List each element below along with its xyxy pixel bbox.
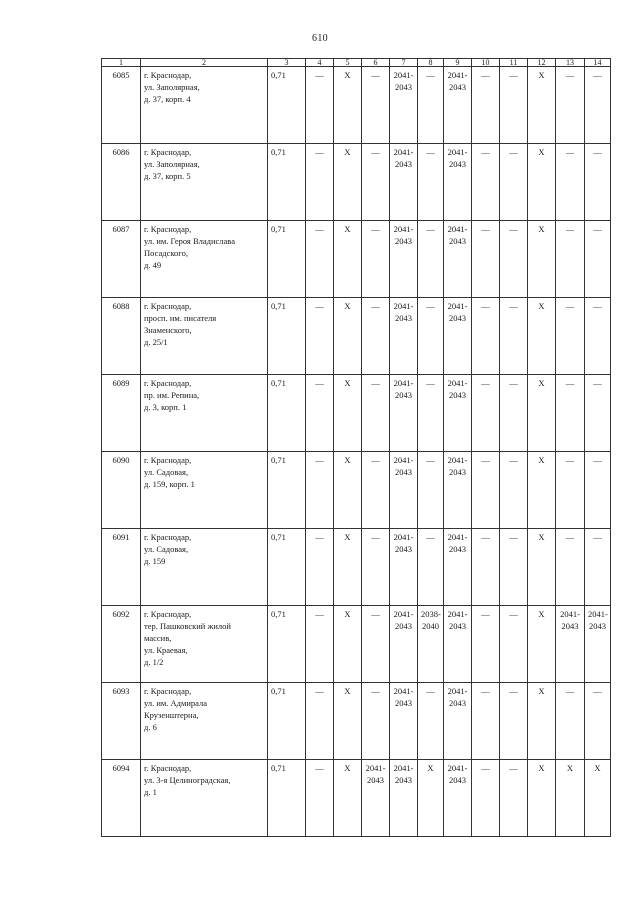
column-header-4: 4 xyxy=(306,59,334,67)
table-row xyxy=(102,760,611,837)
address-line: ул. Заполярная, xyxy=(144,159,200,169)
period-cell-c9 xyxy=(444,683,472,760)
period-line: 2043 xyxy=(395,775,412,785)
column-header-11: 11 xyxy=(500,59,528,67)
mark-cell-c11: — xyxy=(500,375,528,452)
period-line: 2041- xyxy=(365,763,386,773)
mark-cell-c4: — xyxy=(306,221,334,298)
value-cell: 0,71 xyxy=(268,67,306,144)
mark-cell-c8 xyxy=(418,606,444,683)
period-line: 2041- xyxy=(393,609,414,619)
mark-cell-c14 xyxy=(585,67,611,144)
address-cell xyxy=(141,67,268,144)
mark-cell-c4: — xyxy=(306,144,334,221)
mark-cell-c13 xyxy=(556,452,585,529)
c14-line: — xyxy=(593,686,602,696)
mark-cell-c5: Х xyxy=(334,67,362,144)
c13-line: — xyxy=(565,378,575,388)
mark-cell-c10: — xyxy=(472,760,500,837)
mark-cell-c4: — xyxy=(306,760,334,837)
period-cell-c7 xyxy=(390,683,418,760)
address-line: г. Краснодар, xyxy=(144,301,192,311)
c14-line: 2041- xyxy=(588,609,608,619)
period-line: 2043 xyxy=(449,544,466,554)
period-line: 2043 xyxy=(449,313,466,323)
period-line: 2041- xyxy=(393,224,414,234)
address-line: ул. им. Адмирала xyxy=(144,698,208,708)
address-line: д. 6 xyxy=(144,722,157,732)
address-line: д. 3, корп. 1 xyxy=(144,402,187,412)
address-cell xyxy=(141,144,268,221)
period-line: 2043 xyxy=(449,236,466,246)
address-line: г. Краснодар, xyxy=(144,378,192,388)
period-line: 2043 xyxy=(395,390,412,400)
row-number: 6088 xyxy=(102,298,141,375)
c13-line: — xyxy=(565,224,575,234)
address-cell xyxy=(141,221,268,298)
table-row xyxy=(102,67,611,144)
period-cell-c9 xyxy=(444,760,472,837)
period-cell-c9 xyxy=(444,606,472,683)
value-cell: 0,71 xyxy=(268,221,306,298)
mark-cell-c12: Х xyxy=(528,67,556,144)
value-cell: 0,71 xyxy=(268,683,306,760)
period-line: 2041- xyxy=(447,686,468,696)
mark-cell-c5: Х xyxy=(334,606,362,683)
row-number: 6089 xyxy=(102,375,141,452)
value-cell: 0,71 xyxy=(268,298,306,375)
mark-cell-c13 xyxy=(556,606,585,683)
mark-cell-c14 xyxy=(585,221,611,298)
row-number: 6094 xyxy=(102,760,141,837)
page-number: 610 xyxy=(312,33,328,44)
mark-cell-c13 xyxy=(556,298,585,375)
mark-cell-c4: — xyxy=(306,683,334,760)
column-header-1: 1 xyxy=(102,59,141,67)
row-number: 6093 xyxy=(102,683,141,760)
column-header-2: 2 xyxy=(141,59,268,67)
address-line: массив, xyxy=(144,633,172,643)
mark-cell-c13 xyxy=(556,144,585,221)
address-line: ул. Садовая, xyxy=(144,467,189,477)
value-cell: 0,71 xyxy=(268,529,306,606)
period-line: 2043 xyxy=(395,698,412,708)
period-line: 2038- xyxy=(421,609,441,619)
period-line: 2041- xyxy=(393,378,414,388)
period-cell-c9 xyxy=(444,221,472,298)
address-line: тер. Пашковский жилой xyxy=(144,621,231,631)
table-row xyxy=(102,144,611,221)
period-line: 2041- xyxy=(447,532,468,542)
column-header-14: 14 xyxy=(585,59,611,67)
period-line: 2041- xyxy=(447,301,468,311)
row-number: 6085 xyxy=(102,67,141,144)
c14-line: — xyxy=(593,532,602,542)
mark-cell-c11: — xyxy=(500,760,528,837)
period-line: 2041- xyxy=(393,763,414,773)
mark-cell-c5: Х xyxy=(334,298,362,375)
mark-cell-c11: — xyxy=(500,683,528,760)
mark-cell-c6: — xyxy=(362,606,390,683)
value-cell: 0,71 xyxy=(268,760,306,837)
period-line: 2043 xyxy=(449,159,466,169)
period-line: 2043 xyxy=(395,236,412,246)
column-header-9: 9 xyxy=(444,59,472,67)
c14-line: — xyxy=(593,455,602,465)
mark-cell-c4: — xyxy=(306,298,334,375)
address-line: д. 37, корп. 4 xyxy=(144,94,191,104)
period-line: 2041- xyxy=(447,147,468,157)
mark-cell-c5: Х xyxy=(334,760,362,837)
mark-cell-c14 xyxy=(585,606,611,683)
mark-cell-c12: Х xyxy=(528,221,556,298)
row-number: 6092 xyxy=(102,606,141,683)
mark-cell-c8: — xyxy=(418,529,444,606)
table-row xyxy=(102,606,611,683)
period-cell-c7 xyxy=(390,606,418,683)
period-line: 2043 xyxy=(449,621,466,631)
period-line: 2043 xyxy=(367,775,384,785)
header-row xyxy=(102,59,611,67)
mark-cell-c6: — xyxy=(362,221,390,298)
address-line: г. Краснодар, xyxy=(144,224,192,234)
address-line: Знаменского, xyxy=(144,325,192,335)
register-table xyxy=(101,58,611,837)
value-cell: 0,71 xyxy=(268,606,306,683)
address-line: д. 159, корп. 1 xyxy=(144,479,195,489)
mark-cell-c10: — xyxy=(472,298,500,375)
column-header-6: 6 xyxy=(362,59,390,67)
address-line: ул. Садовая, xyxy=(144,544,189,554)
c13-line: — xyxy=(565,686,575,696)
period-line: 2043 xyxy=(395,159,412,169)
row-number: 6087 xyxy=(102,221,141,298)
c13-line: — xyxy=(565,70,575,80)
period-line: 2041- xyxy=(393,686,414,696)
address-line: д. 49 xyxy=(144,260,162,270)
mark-cell-c11: — xyxy=(500,298,528,375)
period-cell-c7 xyxy=(390,144,418,221)
period-line: 2043 xyxy=(395,467,412,477)
period-line: 2041- xyxy=(447,224,468,234)
address-line: д. 1/2 xyxy=(144,657,164,667)
mark-cell-c13 xyxy=(556,67,585,144)
c14-line: — xyxy=(593,301,602,311)
mark-cell-c4: — xyxy=(306,452,334,529)
mark-cell-c12: Х xyxy=(528,298,556,375)
address-cell xyxy=(141,683,268,760)
c13-line: — xyxy=(565,455,575,465)
mark-cell-c5: Х xyxy=(334,221,362,298)
mark-cell-c10: — xyxy=(472,375,500,452)
period-cell-c7 xyxy=(390,221,418,298)
mark-cell-c8: — xyxy=(418,683,444,760)
period-line: 2041- xyxy=(393,532,414,542)
mark-cell-c13 xyxy=(556,221,585,298)
table-row xyxy=(102,683,611,760)
mark-cell-c14 xyxy=(585,144,611,221)
period-line: 2043 xyxy=(449,698,466,708)
mark-cell-c14 xyxy=(585,529,611,606)
address-line: ул. им. Героя Владислава xyxy=(144,236,235,246)
period-line: 2043 xyxy=(395,621,412,631)
mark-cell-c5: Х xyxy=(334,529,362,606)
period-line: 2041- xyxy=(393,147,414,157)
mark-cell-c13 xyxy=(556,683,585,760)
address-line: д. 1 xyxy=(144,787,157,797)
mark-cell-c6: — xyxy=(362,683,390,760)
column-header-8: 8 xyxy=(418,59,444,67)
mark-cell-c14 xyxy=(585,760,611,837)
address-line: ул. Заполярная, xyxy=(144,82,200,92)
c13-line: 2041- xyxy=(560,609,580,619)
mark-cell-c10: — xyxy=(472,606,500,683)
value-cell: 0,71 xyxy=(268,452,306,529)
period-line: 2040 xyxy=(422,621,439,631)
period-cell-c9 xyxy=(444,452,472,529)
c13-line: — xyxy=(565,147,575,157)
mark-cell-c6: — xyxy=(362,375,390,452)
mark-cell-c8: — xyxy=(418,67,444,144)
mark-cell-c11: — xyxy=(500,67,528,144)
mark-cell-c12: Х xyxy=(528,452,556,529)
address-cell xyxy=(141,606,268,683)
column-header-13: 13 xyxy=(556,59,585,67)
value-cell: 0,71 xyxy=(268,375,306,452)
column-header-7: 7 xyxy=(390,59,418,67)
address-line: просп. им. писателя xyxy=(144,313,217,323)
mark-cell-c4: — xyxy=(306,67,334,144)
mark-cell-c8: — xyxy=(418,144,444,221)
mark-cell-c8: — xyxy=(418,221,444,298)
mark-cell-c14 xyxy=(585,375,611,452)
address-line: г. Краснодар, xyxy=(144,147,192,157)
c13-line: — xyxy=(565,532,575,542)
mark-cell-c6: — xyxy=(362,452,390,529)
address-cell xyxy=(141,452,268,529)
period-line: 2041- xyxy=(393,70,414,80)
mark-cell-c5: Х xyxy=(334,452,362,529)
period-cell-c9 xyxy=(444,375,472,452)
period-line: 2043 xyxy=(449,390,466,400)
period-cell-c7 xyxy=(390,298,418,375)
period-cell-c9 xyxy=(444,298,472,375)
period-cell-c7 xyxy=(390,452,418,529)
address-line: г. Краснодар, xyxy=(144,455,192,465)
address-line: г. Краснодар, xyxy=(144,763,192,773)
address-line: Крузенштерна, xyxy=(144,710,199,720)
period-line: 2041- xyxy=(393,455,414,465)
row-number: 6090 xyxy=(102,452,141,529)
column-header-3: 3 xyxy=(268,59,306,67)
period-line: 2041- xyxy=(447,378,468,388)
address-cell xyxy=(141,760,268,837)
period-cell-c9 xyxy=(444,67,472,144)
mark-cell-c14 xyxy=(585,298,611,375)
period-cell-c7 xyxy=(390,529,418,606)
address-line: д. 25/1 xyxy=(144,337,168,347)
period-line: 2043 xyxy=(449,467,466,477)
mark-cell-c12: Х xyxy=(528,375,556,452)
table-row xyxy=(102,298,611,375)
period-cell-c7 xyxy=(390,67,418,144)
mark-cell-c11: — xyxy=(500,606,528,683)
mark-cell-c10: — xyxy=(472,221,500,298)
address-line: г. Краснодар, xyxy=(144,686,192,696)
c14-line: — xyxy=(593,224,602,234)
mark-cell-c13 xyxy=(556,760,585,837)
value-cell: 0,71 xyxy=(268,144,306,221)
mark-cell-c10: — xyxy=(472,144,500,221)
address-line: Посадского, xyxy=(144,248,188,258)
mark-cell-c11: — xyxy=(500,529,528,606)
row-number: 6091 xyxy=(102,529,141,606)
row-number: 6086 xyxy=(102,144,141,221)
mark-cell-c6: — xyxy=(362,144,390,221)
period-line: 2043 xyxy=(395,544,412,554)
period-line: 2041- xyxy=(393,301,414,311)
mark-cell-c13 xyxy=(556,375,585,452)
mark-cell-c6: — xyxy=(362,529,390,606)
c14-line: — xyxy=(593,378,602,388)
mark-cell-c13 xyxy=(556,529,585,606)
period-cell-c9 xyxy=(444,144,472,221)
mark-cell-c10: — xyxy=(472,529,500,606)
mark-cell-c4: — xyxy=(306,375,334,452)
mark-cell-c14 xyxy=(585,452,611,529)
table-body xyxy=(102,67,611,837)
period-line: 2041- xyxy=(447,70,468,80)
mark-cell-c4: — xyxy=(306,529,334,606)
c14-line: Х xyxy=(594,763,601,773)
mark-cell-c10: — xyxy=(472,452,500,529)
period-cell-c7 xyxy=(390,760,418,837)
c13-line: — xyxy=(565,301,575,311)
mark-cell-c8: — xyxy=(418,375,444,452)
address-line: ул. 3-я Целиноградская, xyxy=(144,775,231,785)
address-cell xyxy=(141,529,268,606)
mark-cell-c5: Х xyxy=(334,144,362,221)
mark-cell-c5: Х xyxy=(334,375,362,452)
c14-line: 2043 xyxy=(589,621,606,631)
mark-cell-c12: Х xyxy=(528,606,556,683)
mark-cell-c8: Х xyxy=(418,760,444,837)
column-header-12: 12 xyxy=(528,59,556,67)
table-row xyxy=(102,529,611,606)
mark-cell-c8: — xyxy=(418,452,444,529)
mark-cell-c12: Х xyxy=(528,529,556,606)
period-line: 2041- xyxy=(447,455,468,465)
period-line: 2043 xyxy=(395,82,412,92)
c14-line: — xyxy=(593,70,602,80)
c13-line: Х xyxy=(566,763,574,773)
address-line: г. Краснодар, xyxy=(144,70,192,80)
mark-cell-c8: — xyxy=(418,298,444,375)
mark-cell-c11: — xyxy=(500,144,528,221)
mark-cell-c11: — xyxy=(500,452,528,529)
period-line: 2043 xyxy=(449,82,466,92)
mark-cell-c14 xyxy=(585,683,611,760)
period-line: 2043 xyxy=(449,775,466,785)
mark-cell-c10: — xyxy=(472,67,500,144)
period-line: 2043 xyxy=(395,313,412,323)
period-line: 2041- xyxy=(447,609,468,619)
period-cell-c7 xyxy=(390,375,418,452)
mark-cell-c4: — xyxy=(306,606,334,683)
mark-cell-c12: Х xyxy=(528,683,556,760)
table-row xyxy=(102,221,611,298)
period-line: 2041- xyxy=(447,763,468,773)
mark-cell-c10: — xyxy=(472,683,500,760)
mark-cell-c6: — xyxy=(362,67,390,144)
mark-cell-c12: Х xyxy=(528,144,556,221)
column-header-5: 5 xyxy=(334,59,362,67)
table-row xyxy=(102,452,611,529)
period-cell-c9 xyxy=(444,529,472,606)
address-line: д. 159 xyxy=(144,556,166,566)
mark-cell-c12: Х xyxy=(528,760,556,837)
mark-cell-c6: — xyxy=(362,298,390,375)
address-line: пр. им. Репина, xyxy=(144,390,200,400)
c14-line: — xyxy=(593,147,602,157)
mark-cell-c11: — xyxy=(500,221,528,298)
address-line: д. 37, корп. 5 xyxy=(144,171,191,181)
address-cell xyxy=(141,375,268,452)
table-row xyxy=(102,375,611,452)
mark-cell-c5: Х xyxy=(334,683,362,760)
mark-cell-c6 xyxy=(362,760,390,837)
address-cell xyxy=(141,298,268,375)
address-line: г. Краснодар, xyxy=(144,532,192,542)
address-line: г. Краснодар, xyxy=(144,609,192,619)
c13-line: 2043 xyxy=(561,621,579,631)
column-header-10: 10 xyxy=(472,59,500,67)
address-line: ул. Краевая, xyxy=(144,645,188,655)
